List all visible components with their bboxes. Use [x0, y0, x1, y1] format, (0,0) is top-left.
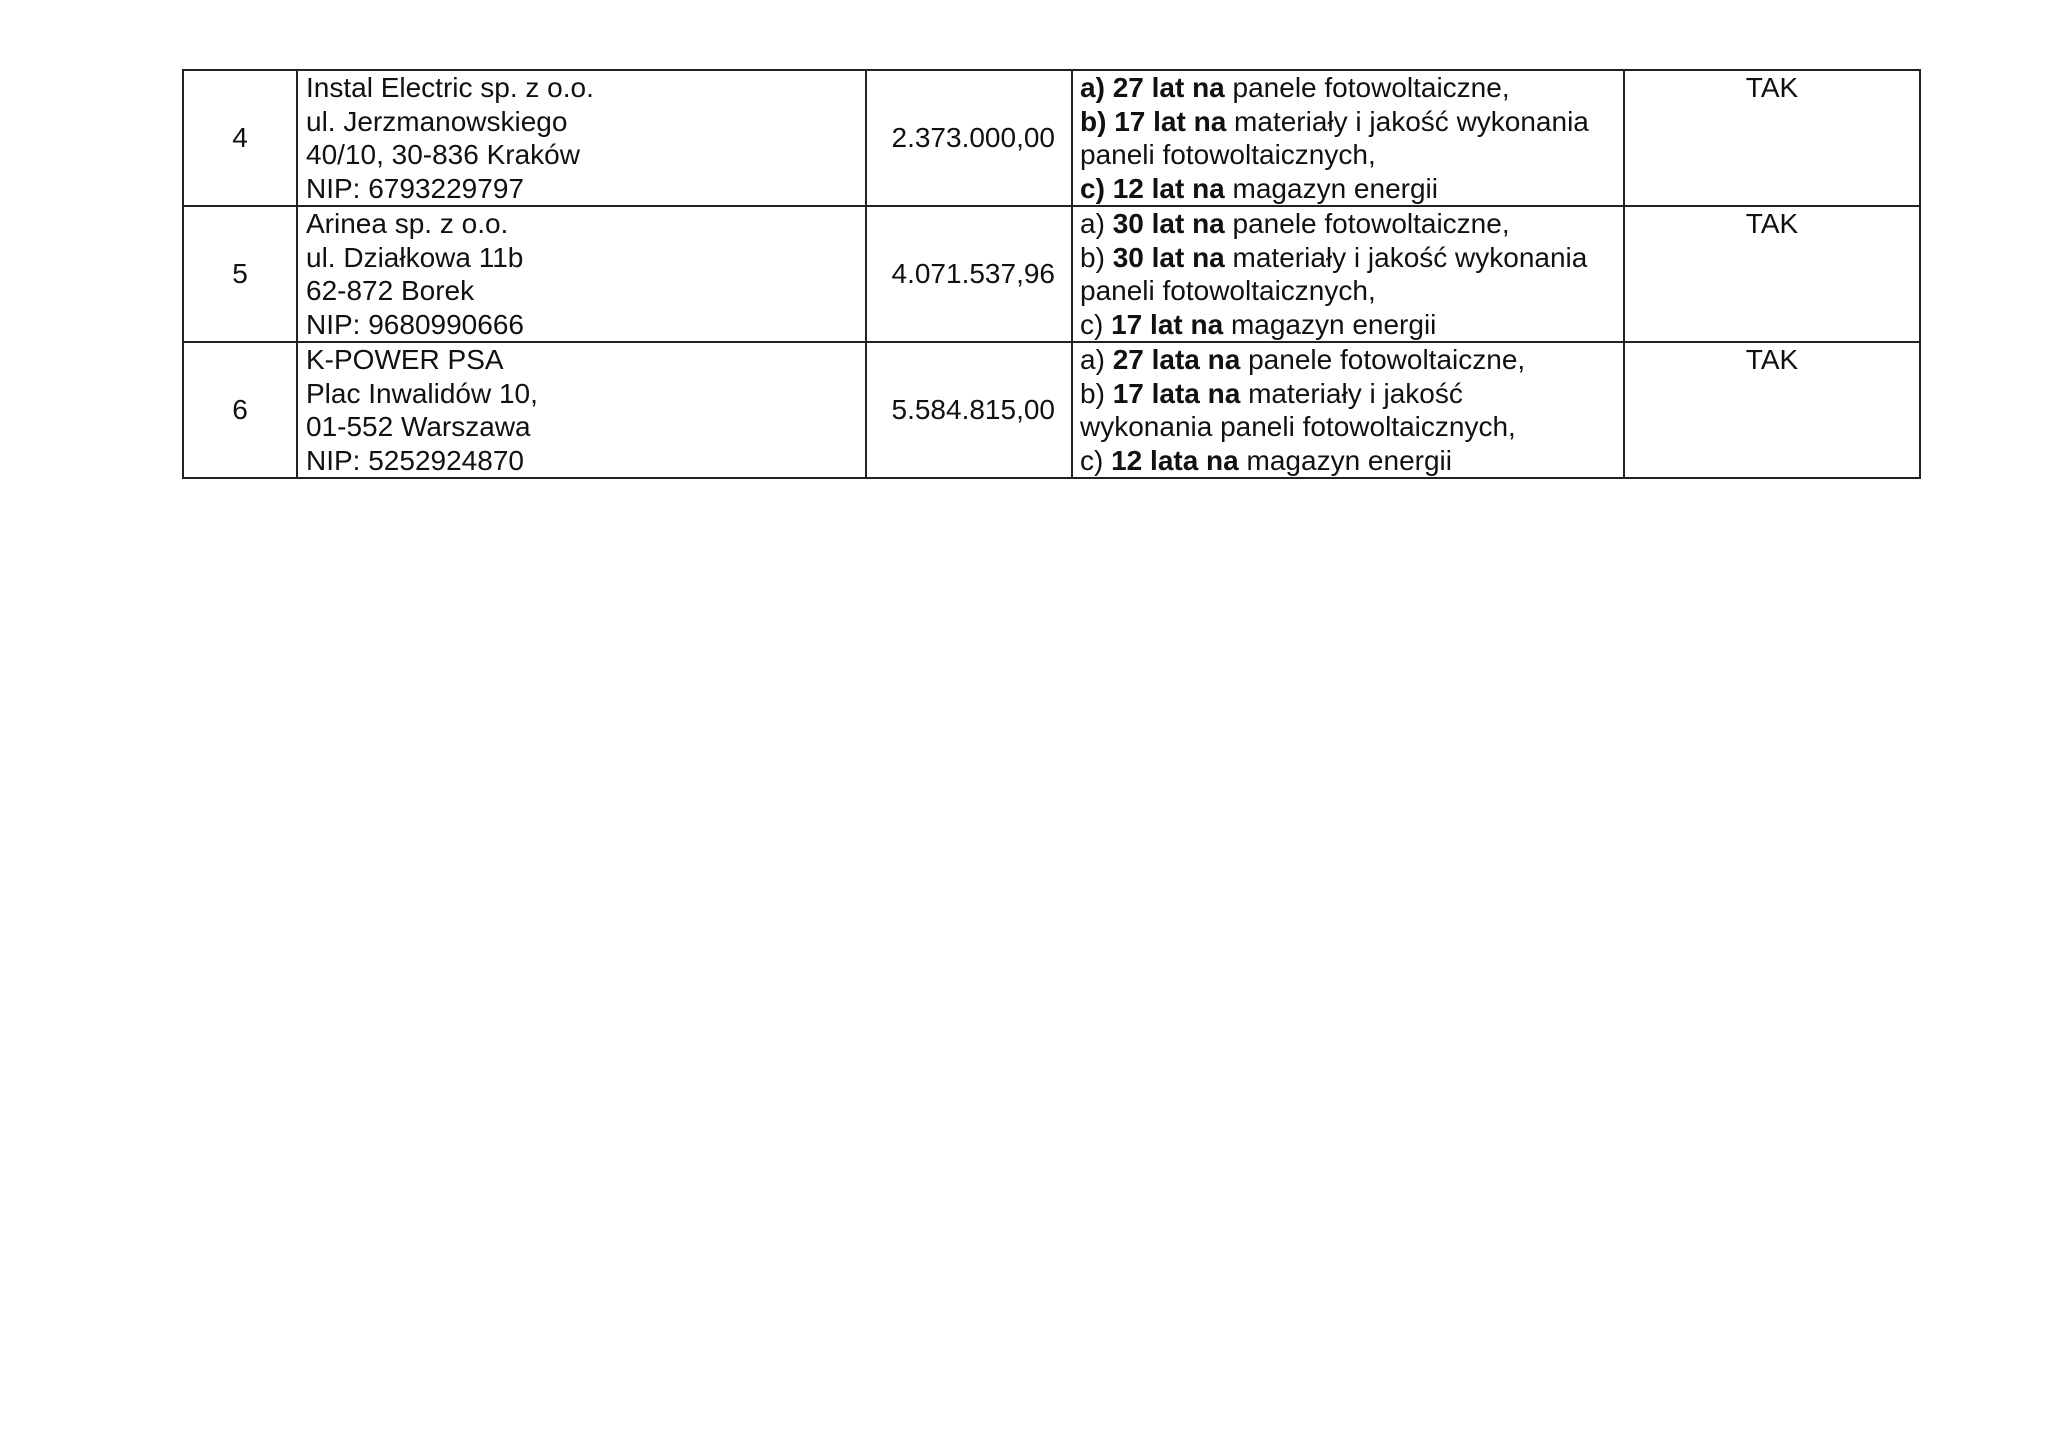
warranty-years: 27 lata na	[1112, 344, 1241, 375]
contractor-nip: NIP: 6793229797	[306, 172, 524, 204]
warranty-text: materiały i jakość	[1240, 377, 1463, 409]
contractor-cell	[297, 70, 866, 206]
warranty-b	[1080, 105, 1623, 139]
warranty-a	[1080, 343, 1623, 377]
warranty-a	[1080, 71, 1623, 105]
compliance-status: TAK	[1624, 206, 1920, 342]
warranty-prefix: a)	[1080, 72, 1113, 103]
table-row	[183, 70, 1920, 206]
warranty-text: panele fotowoltaiczne,	[1224, 208, 1510, 239]
offers-table	[182, 69, 1921, 479]
warranty-text: materiały i jakość wykonania	[1226, 105, 1589, 137]
contractor-cell	[297, 206, 866, 342]
warranty-text: magazyn energii	[1238, 444, 1452, 476]
contractor-street: ul. Działkowa 11b	[306, 241, 524, 273]
contractor-cell	[297, 342, 866, 478]
warranty-b-continued: wykonania paneli fotowoltaicznych,	[1080, 411, 1516, 442]
warranty-prefix: a)	[1080, 208, 1113, 239]
warranty-text: magazyn energii	[1223, 308, 1437, 340]
offer-number: 4	[183, 70, 297, 206]
table-row	[183, 206, 1920, 342]
warranty-c	[1080, 172, 1623, 206]
warranty-cell	[1072, 342, 1624, 478]
contractor-nip: NIP: 9680990666	[306, 308, 524, 340]
warranty-prefix: b)	[1080, 241, 1113, 273]
warranty-text: panele fotowoltaiczne,	[1224, 72, 1510, 103]
contractor-nip: NIP: 5252924870	[306, 444, 524, 476]
warranty-a	[1080, 207, 1623, 241]
contractor-name: Instal Electric sp. z o.o.	[306, 72, 594, 103]
offer-price: 2.373.000,00	[866, 70, 1072, 206]
contractor-name: Arinea sp. z o.o.	[306, 208, 509, 239]
offer-price: 4.071.537,96	[866, 206, 1072, 342]
warranty-b	[1080, 377, 1623, 411]
offer-price: 5.584.815,00	[866, 342, 1072, 478]
offer-number: 5	[183, 206, 297, 342]
warranty-years: 27 lat na	[1112, 72, 1225, 103]
contractor-city: 40/10, 30-836 Kraków	[306, 139, 580, 170]
contractor-name: K-POWER PSA	[306, 344, 504, 375]
contractor-city: 01-552 Warszawa	[306, 411, 531, 442]
warranty-years: 30 lat na	[1112, 241, 1225, 273]
warranty-cell	[1072, 70, 1624, 206]
contractor-street: ul. Jerzmanowskiego	[306, 105, 568, 137]
warranty-b	[1080, 241, 1623, 275]
contractor-street: Plac Inwalidów 10,	[306, 377, 538, 409]
warranty-c	[1080, 444, 1623, 478]
warranty-c	[1080, 308, 1623, 342]
warranty-b-continued: paneli fotowoltaicznych,	[1080, 139, 1376, 170]
warranty-prefix: c)	[1080, 308, 1112, 340]
warranty-text: materiały i jakość wykonania	[1224, 241, 1588, 273]
warranty-text: panele fotowoltaiczne,	[1240, 344, 1526, 375]
warranty-prefix: a)	[1080, 344, 1113, 375]
warranty-years: 12 lata na	[1111, 444, 1239, 476]
compliance-status: TAK	[1624, 342, 1920, 478]
warranty-prefix: c)	[1080, 172, 1113, 204]
warranty-b-continued: paneli fotowoltaicznych,	[1080, 275, 1376, 306]
contractor-city: 62-872 Borek	[306, 275, 475, 306]
warranty-years: 17 lat na	[1114, 105, 1227, 137]
warranty-cell	[1072, 206, 1624, 342]
warranty-years: 30 lat na	[1112, 208, 1225, 239]
warranty-years: 12 lat na	[1112, 172, 1225, 204]
table-row	[183, 342, 1920, 478]
warranty-years: 17 lata na	[1112, 377, 1241, 409]
warranty-prefix: b)	[1080, 105, 1115, 137]
warranty-prefix: c)	[1080, 444, 1112, 476]
compliance-status: TAK	[1624, 70, 1920, 206]
offer-number: 6	[183, 342, 297, 478]
warranty-years: 17 lat na	[1111, 308, 1224, 340]
warranty-text: magazyn energii	[1224, 172, 1438, 204]
warranty-prefix: b)	[1080, 377, 1113, 409]
